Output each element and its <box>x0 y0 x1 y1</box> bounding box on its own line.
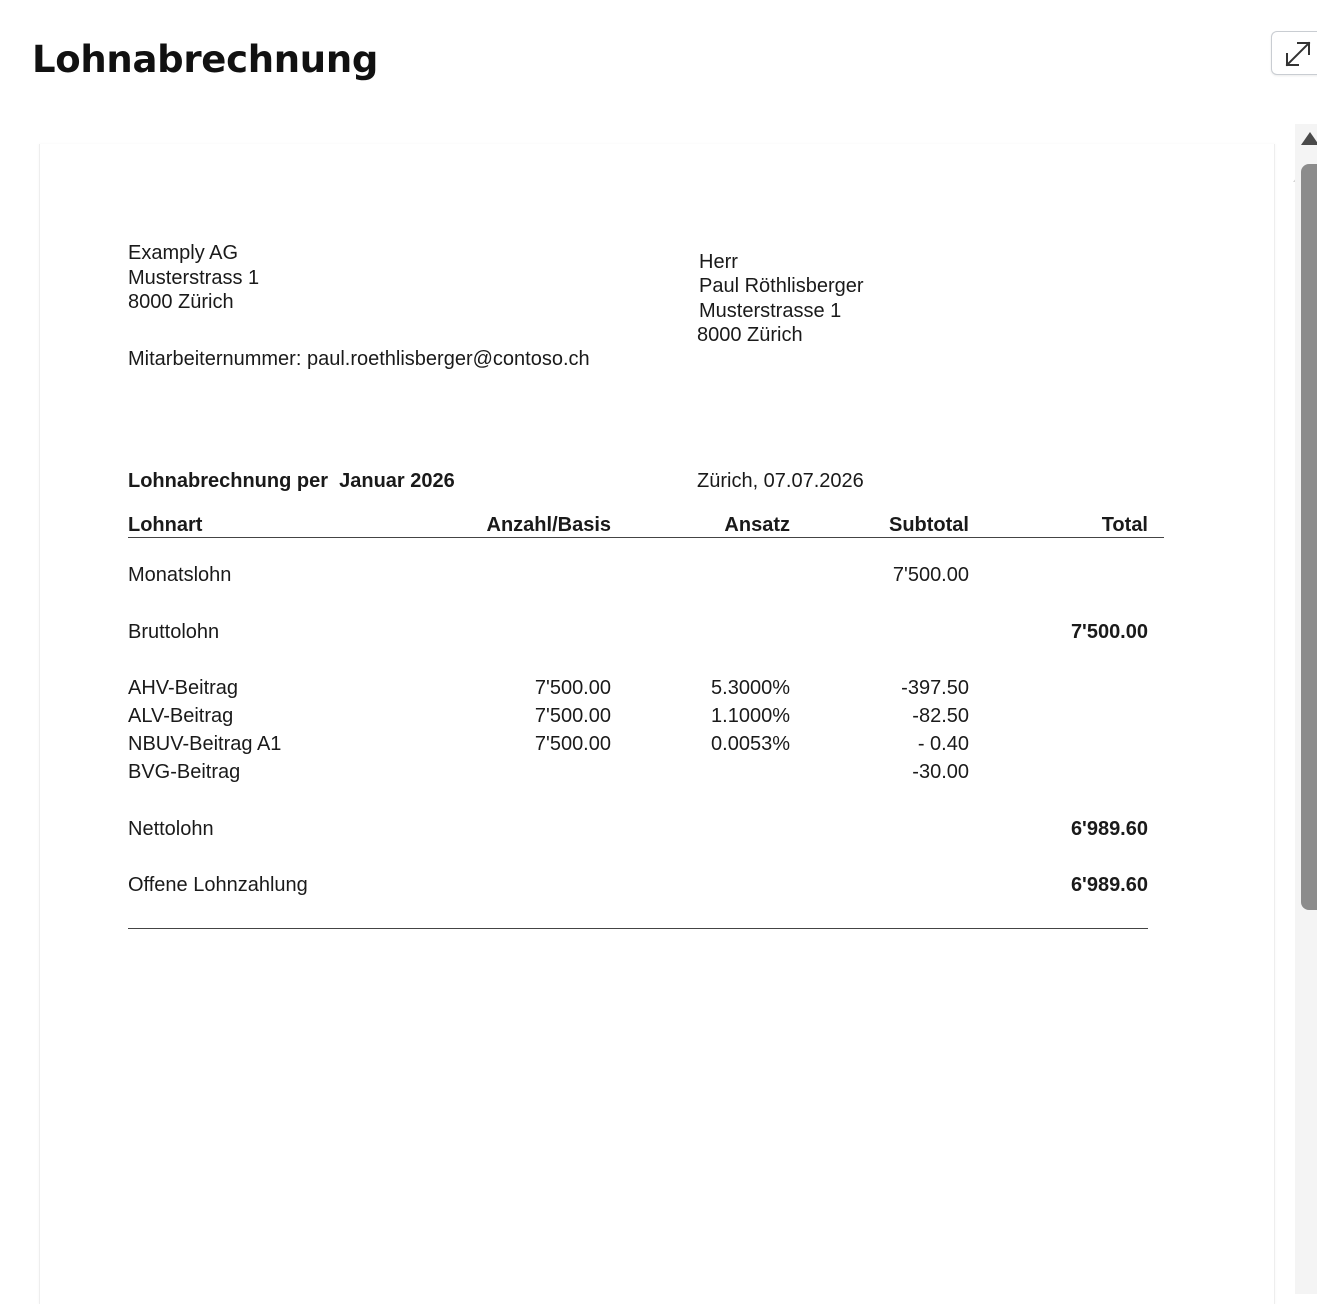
employee-number <box>128 347 590 371</box>
cell-type: Bruttolohn <box>128 621 220 643</box>
employee-number-label: Mitarbeiternummer: <box>128 348 302 370</box>
cell-type: AHV-Beitrag <box>128 677 239 699</box>
recipient-name: Paul Röthlisberger <box>699 275 864 297</box>
expand-arrows-icon <box>1283 39 1313 69</box>
cell-rate: 0.0053% <box>711 733 790 755</box>
page-title: Lohnabrechnung <box>32 38 379 81</box>
column-header-total: Total <box>1101 514 1148 536</box>
payslip-page <box>39 144 1275 1304</box>
payslip-title <box>128 469 455 493</box>
column-header-type: Lohnart <box>128 514 203 536</box>
place-date: Zürich, 07.07.2026 <box>697 470 864 492</box>
employee-number-value: paul.roethlisberger@contoso.ch <box>306 348 590 370</box>
scroll-thumb[interactable] <box>1301 164 1317 910</box>
cell-subtotal: -397.50 <box>901 677 969 699</box>
cell-rate: 5.3000% <box>711 677 790 699</box>
cell-subtotal: -82.50 <box>912 705 969 727</box>
cell-type: Offene Lohnzahlung <box>128 874 308 896</box>
cell-total: 6'989.60 <box>1070 874 1148 896</box>
recipient-salutation: Herr <box>699 251 738 273</box>
cell-basis: 7'500.00 <box>534 705 611 727</box>
document-viewer[interactable] <box>0 124 1317 1294</box>
column-header-rate: Ansatz <box>724 514 790 536</box>
footer-rule <box>128 928 1148 929</box>
cell-total: 7'500.00 <box>1070 621 1148 643</box>
employer-street: Musterstrass 1 <box>128 267 260 289</box>
scroll-up-icon[interactable] <box>1301 132 1317 145</box>
column-header-basis: Anzahl/Basis <box>486 514 611 536</box>
cell-type: Monatslohn <box>128 564 232 586</box>
expand-button[interactable] <box>1271 31 1317 75</box>
cell-total: 6'989.60 <box>1070 818 1148 840</box>
cell-type: NBUV-Beitrag A1 <box>128 733 282 755</box>
cell-type: Nettolohn <box>128 818 214 840</box>
cell-subtotal: 7'500.00 <box>892 564 969 586</box>
cell-subtotal: -30.00 <box>912 761 969 783</box>
viewer-scrollbar[interactable] <box>1295 124 1317 1294</box>
cell-type: BVG-Beitrag <box>128 761 241 783</box>
payslip-period: Januar 2026 <box>339 470 455 492</box>
cell-rate: 1.1000% <box>711 705 790 727</box>
employer-city: 8000 Zürich <box>128 291 234 313</box>
cell-subtotal: - 0.40 <box>917 733 969 755</box>
payslip-title-label: Lohnabrechnung per <box>128 470 328 492</box>
employer-name: Examply AG <box>128 242 239 264</box>
recipient-city: 8000 Zürich <box>697 324 803 346</box>
recipient-street: Musterstrasse 1 <box>699 300 842 322</box>
cell-basis: 7'500.00 <box>534 733 611 755</box>
column-header-subtotal: Subtotal <box>889 514 969 536</box>
cell-type: ALV-Beitrag <box>128 705 234 727</box>
cell-basis: 7'500.00 <box>534 677 611 699</box>
header-rule <box>128 537 1164 538</box>
